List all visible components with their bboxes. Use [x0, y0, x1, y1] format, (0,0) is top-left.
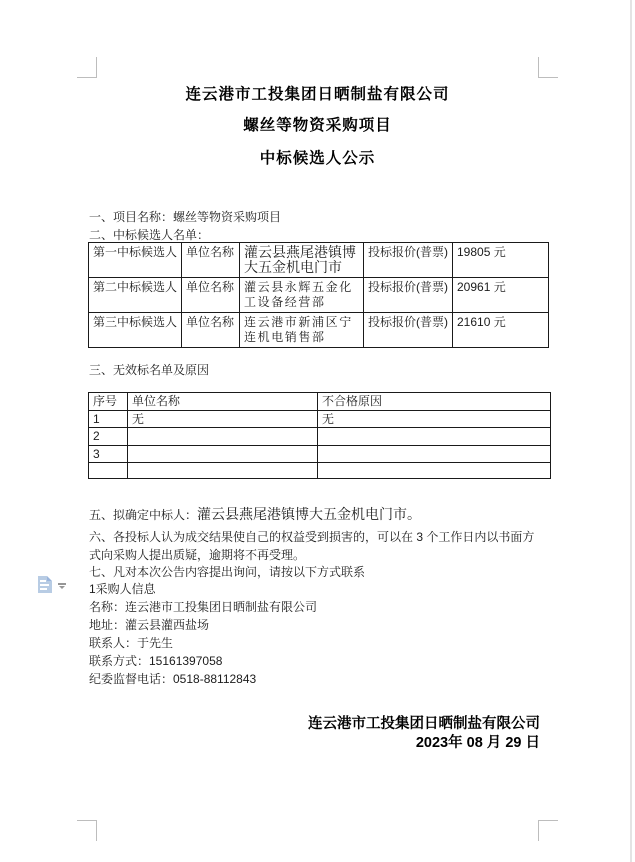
margin-crop-mark-top-right — [538, 57, 558, 78]
unit-name-value: 连云港市新浦区宁连机电销售部 — [240, 313, 364, 348]
section-2-candidate-list-heading: 二、中标候选人名单： — [89, 228, 210, 242]
dropdown-arrow-icon — [58, 583, 66, 590]
document-title-company: 连云港市工投集团日晒制盐有限公司 — [185, 86, 450, 103]
document-title-project: 螺丝等物资采购项目 — [243, 117, 392, 134]
supervision-phone-line: 纪委监督电话：0518-88112843 — [89, 672, 257, 686]
section-1-project-name: 一、项目名称：螺丝等物资采购项目 — [89, 210, 282, 224]
bid-price-label: 投标报价(普票) — [364, 278, 453, 313]
paste-options-icon — [38, 576, 52, 593]
unit-name-label: 单位名称 — [182, 313, 240, 348]
invalid-bid-row-2 — [89, 428, 551, 446]
signature-company: 连云港市工投集团日晒制盐有限公司 — [308, 716, 540, 732]
reason-cell — [318, 428, 551, 446]
index-cell: 1 — [89, 410, 128, 428]
unit-name-cell — [128, 463, 318, 479]
purchaser-address-line: 地址：灌云县灌西盐场 — [89, 618, 210, 632]
unit-name-value: 灌云县永辉五金化工设备经营部 — [240, 278, 364, 313]
candidate-row-1 — [89, 243, 549, 278]
invalid-bid-header-row — [89, 393, 551, 411]
unit-name-label: 单位名称 — [182, 243, 240, 278]
bid-price-value: 21610 元 — [453, 313, 549, 348]
margin-crop-mark-top-left — [77, 57, 97, 78]
winner-prefix: 五、拟确定中标人： — [89, 508, 198, 522]
col-header-unit-name: 单位名称 — [128, 393, 318, 411]
margin-crop-mark-bottom-right — [538, 820, 558, 841]
candidate-row-2 — [89, 278, 549, 313]
reason-cell: 无 — [318, 410, 551, 428]
purchaser-phone-line: 联系方式：15161397058 — [89, 654, 223, 668]
signature-date: 2023年 08 月 29 日 — [415, 735, 540, 751]
invalid-bid-row-3 — [89, 445, 551, 463]
invalid-bid-row-4 — [89, 463, 551, 479]
candidate-rank: 第二中标候选人 — [89, 278, 182, 313]
document-title-announcement: 中标候选人公示 — [259, 150, 376, 167]
bid-price-value: 19805 元 — [453, 243, 549, 278]
candidate-rank: 第一中标候选人 — [89, 243, 182, 278]
col-header-reason: 不合格原因 — [318, 393, 551, 411]
index-cell: 2 — [89, 428, 128, 446]
unit-name-cell: 无 — [128, 410, 318, 428]
unit-name-cell — [128, 428, 318, 446]
candidate-table — [88, 242, 549, 348]
bid-price-value: 20961 元 — [453, 278, 549, 313]
index-cell — [89, 463, 128, 479]
section-3-invalid-bids-heading: 三、无效标名单及原因 — [89, 363, 210, 377]
winner-name: 灌云县燕尾港镇博大五金机电门市。 — [197, 506, 422, 522]
candidate-rank: 第三中标候选人 — [89, 313, 182, 348]
col-header-index: 序号 — [89, 393, 128, 411]
purchaser-info-heading: 1采购人信息 — [89, 582, 156, 596]
section-5-confirmed-winner — [89, 507, 421, 522]
index-cell: 3 — [89, 445, 128, 463]
unit-name-value: 灌云县燕尾港镇博大五金机电门市 — [240, 243, 364, 278]
unit-name-cell — [128, 445, 318, 463]
invalid-bid-table — [88, 392, 551, 479]
purchaser-name-line: 名称：连云港市工投集团日晒制盐有限公司 — [89, 600, 318, 614]
bid-price-label: 投标报价(普票) — [364, 313, 453, 348]
reason-cell — [318, 463, 551, 479]
paste-options-button[interactable] — [38, 576, 68, 594]
section-6-objection-notice: 六、各投标人认为成交结果使自己的权益受到损害的，可以在 3 个工作日内以书面方式向采购人提出质疑，逾期将不再受理。 — [89, 530, 535, 562]
invalid-bid-row-1 — [89, 410, 551, 428]
unit-name-label: 单位名称 — [182, 278, 240, 313]
candidate-row-3 — [89, 313, 549, 348]
folded-corner — [47, 576, 52, 581]
bid-price-label: 投标报价(普票) — [364, 243, 453, 278]
section-7-contact-heading: 七、凡对本次公告内容提出询问，请按以下方式联系 — [89, 565, 366, 579]
reason-cell — [318, 445, 551, 463]
purchaser-contact-person-line: 联系人：于先生 — [89, 636, 174, 650]
margin-crop-mark-bottom-left — [77, 820, 97, 841]
